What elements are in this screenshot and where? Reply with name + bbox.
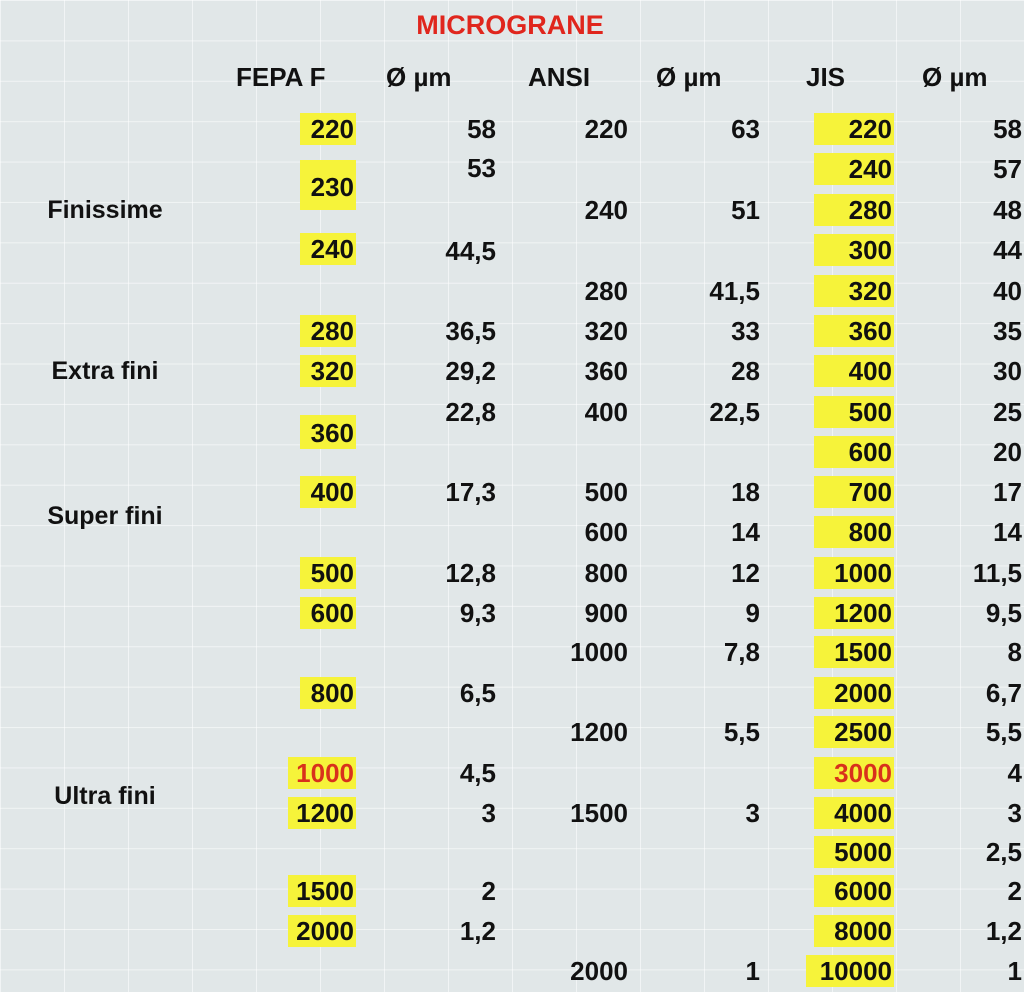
- jis-um: 8: [1007, 637, 1022, 667]
- fepa-um: 1,2: [459, 916, 496, 946]
- jis-grit: 1000: [814, 557, 894, 589]
- ansi-um: 14: [731, 517, 760, 547]
- jis-grit: 3000: [814, 757, 894, 789]
- jis-grit: 280: [814, 194, 894, 226]
- jis-grit: 320: [814, 275, 894, 307]
- jis-um: 9,5: [985, 598, 1022, 628]
- ansi-grit: 500: [584, 477, 628, 507]
- jis-grit: 6000: [814, 875, 894, 907]
- jis-grit: 240: [814, 153, 894, 185]
- fepa-grit: 230: [300, 160, 356, 210]
- jis-um: 2,5: [985, 837, 1022, 867]
- fepa-um: 4,5: [459, 758, 496, 788]
- jis-grit: 2500: [814, 716, 894, 748]
- header-fepa: FEPA F: [236, 62, 326, 92]
- jis-um: 20: [993, 437, 1022, 467]
- jis-um: 57: [993, 154, 1022, 184]
- category-ultra-fini: Ultra fini: [54, 782, 156, 810]
- fepa-um: 12,8: [445, 558, 496, 588]
- jis-um: 25: [993, 397, 1022, 427]
- category-finissime: Finissime: [47, 196, 163, 224]
- ansi-grit: 240: [584, 195, 628, 225]
- jis-grit: 8000: [814, 915, 894, 947]
- fepa-um: 44,5: [445, 236, 496, 266]
- jis-grit: 10000: [806, 955, 894, 987]
- fepa-um: 3: [481, 798, 496, 828]
- jis-um: 2: [1007, 876, 1022, 906]
- ansi-um: 9: [745, 598, 760, 628]
- jis-um: 58: [993, 114, 1022, 144]
- ansi-um: 28: [731, 356, 760, 386]
- ansi-um: 22,5: [709, 397, 760, 427]
- jis-grit: 220: [814, 113, 894, 145]
- fepa-um: 17,3: [445, 477, 496, 507]
- jis-um: 11,5: [972, 558, 1022, 588]
- ansi-grit: 800: [584, 558, 628, 588]
- ansi-grit: 1000: [570, 637, 628, 667]
- ansi-grit: 1200: [570, 717, 628, 747]
- jis-um: 44: [993, 235, 1022, 265]
- jis-um: 40: [993, 276, 1022, 306]
- jis-grit: 400: [814, 355, 894, 387]
- fepa-um: 6,5: [459, 678, 496, 708]
- fepa-um: 53: [467, 153, 496, 183]
- jis-grit: 5000: [814, 836, 894, 868]
- ansi-um: 7,8: [723, 637, 760, 667]
- ansi-grit: 320: [584, 316, 628, 346]
- fepa-grit: 320: [300, 355, 356, 387]
- jis-grit: 360: [814, 315, 894, 347]
- jis-grit: 800: [814, 516, 894, 548]
- fepa-um: 9,3: [459, 598, 496, 628]
- ansi-um: 1: [745, 956, 760, 986]
- ansi-grit: 600: [584, 517, 628, 547]
- fepa-um: 2: [481, 876, 496, 906]
- jis-um: 14: [993, 517, 1022, 547]
- jis-um: 1: [1007, 956, 1022, 986]
- category-extra-fini: Extra fini: [51, 357, 159, 385]
- ansi-um: 63: [731, 114, 760, 144]
- fepa-grit: 500: [300, 557, 356, 589]
- fepa-um: 29,2: [445, 356, 496, 386]
- jis-um: 5,5: [985, 717, 1022, 747]
- jis-grit: 4000: [814, 797, 894, 829]
- jis-grit: 700: [814, 476, 894, 508]
- jis-um: 6,7: [985, 678, 1022, 708]
- jis-um: 1,2: [985, 916, 1022, 946]
- ansi-um: 5,5: [723, 717, 760, 747]
- fepa-grit: 600: [300, 597, 356, 629]
- jis-grit: 2000: [814, 677, 894, 709]
- jis-um: 48: [993, 195, 1022, 225]
- jis-um: 17: [993, 477, 1022, 507]
- header-ansi-um: Ø µm: [656, 62, 722, 92]
- ansi-um: 33: [731, 316, 760, 346]
- jis-grit: 1200: [814, 597, 894, 629]
- header-jis: JIS: [806, 62, 846, 92]
- ansi-grit: 1500: [570, 798, 628, 828]
- table-title: MICROGRANE: [416, 10, 604, 40]
- fepa-grit: 1000: [288, 757, 356, 789]
- ansi-grit: 2000: [570, 956, 628, 986]
- jis-um: 35: [993, 316, 1022, 346]
- fepa-um: 36,5: [445, 316, 496, 346]
- ansi-grit: 400: [584, 397, 628, 427]
- header-jis-um: Ø µm: [922, 62, 988, 92]
- ansi-um: 51: [731, 195, 760, 225]
- fepa-grit: 220: [300, 113, 356, 145]
- ansi-grit: 280: [584, 276, 628, 306]
- jis-grit: 300: [814, 234, 894, 266]
- ansi-um: 12: [731, 558, 760, 588]
- jis-um: 4: [1007, 758, 1022, 788]
- jis-grit: 1500: [814, 636, 894, 668]
- ansi-grit: 360: [584, 356, 628, 386]
- fepa-grit: 280: [300, 315, 356, 347]
- fepa-grit: 1500: [288, 875, 356, 907]
- fepa-grit: 240: [300, 233, 356, 265]
- ansi-grit: 220: [584, 114, 628, 144]
- fepa-grit: 800: [300, 677, 356, 709]
- fepa-grit: 400: [300, 476, 356, 508]
- header-fepa-um: Ø µm: [386, 62, 452, 92]
- ansi-um: 18: [731, 477, 760, 507]
- fepa-um: 58: [467, 114, 496, 144]
- ansi-um: 41,5: [709, 276, 760, 306]
- jis-um: 3: [1007, 798, 1022, 828]
- jis-grit: 600: [814, 436, 894, 468]
- fepa-um: 22,8: [445, 397, 496, 427]
- category-super-fini: Super fini: [47, 502, 163, 530]
- ansi-um: 3: [745, 798, 760, 828]
- header-ansi: ANSI: [528, 62, 591, 92]
- jis-um: 30: [993, 356, 1022, 386]
- fepa-grit: 2000: [288, 915, 356, 947]
- fepa-grit: 1200: [288, 797, 356, 829]
- fepa-grit: 360: [300, 415, 356, 449]
- ansi-grit: 900: [584, 598, 628, 628]
- jis-grit: 500: [814, 396, 894, 428]
